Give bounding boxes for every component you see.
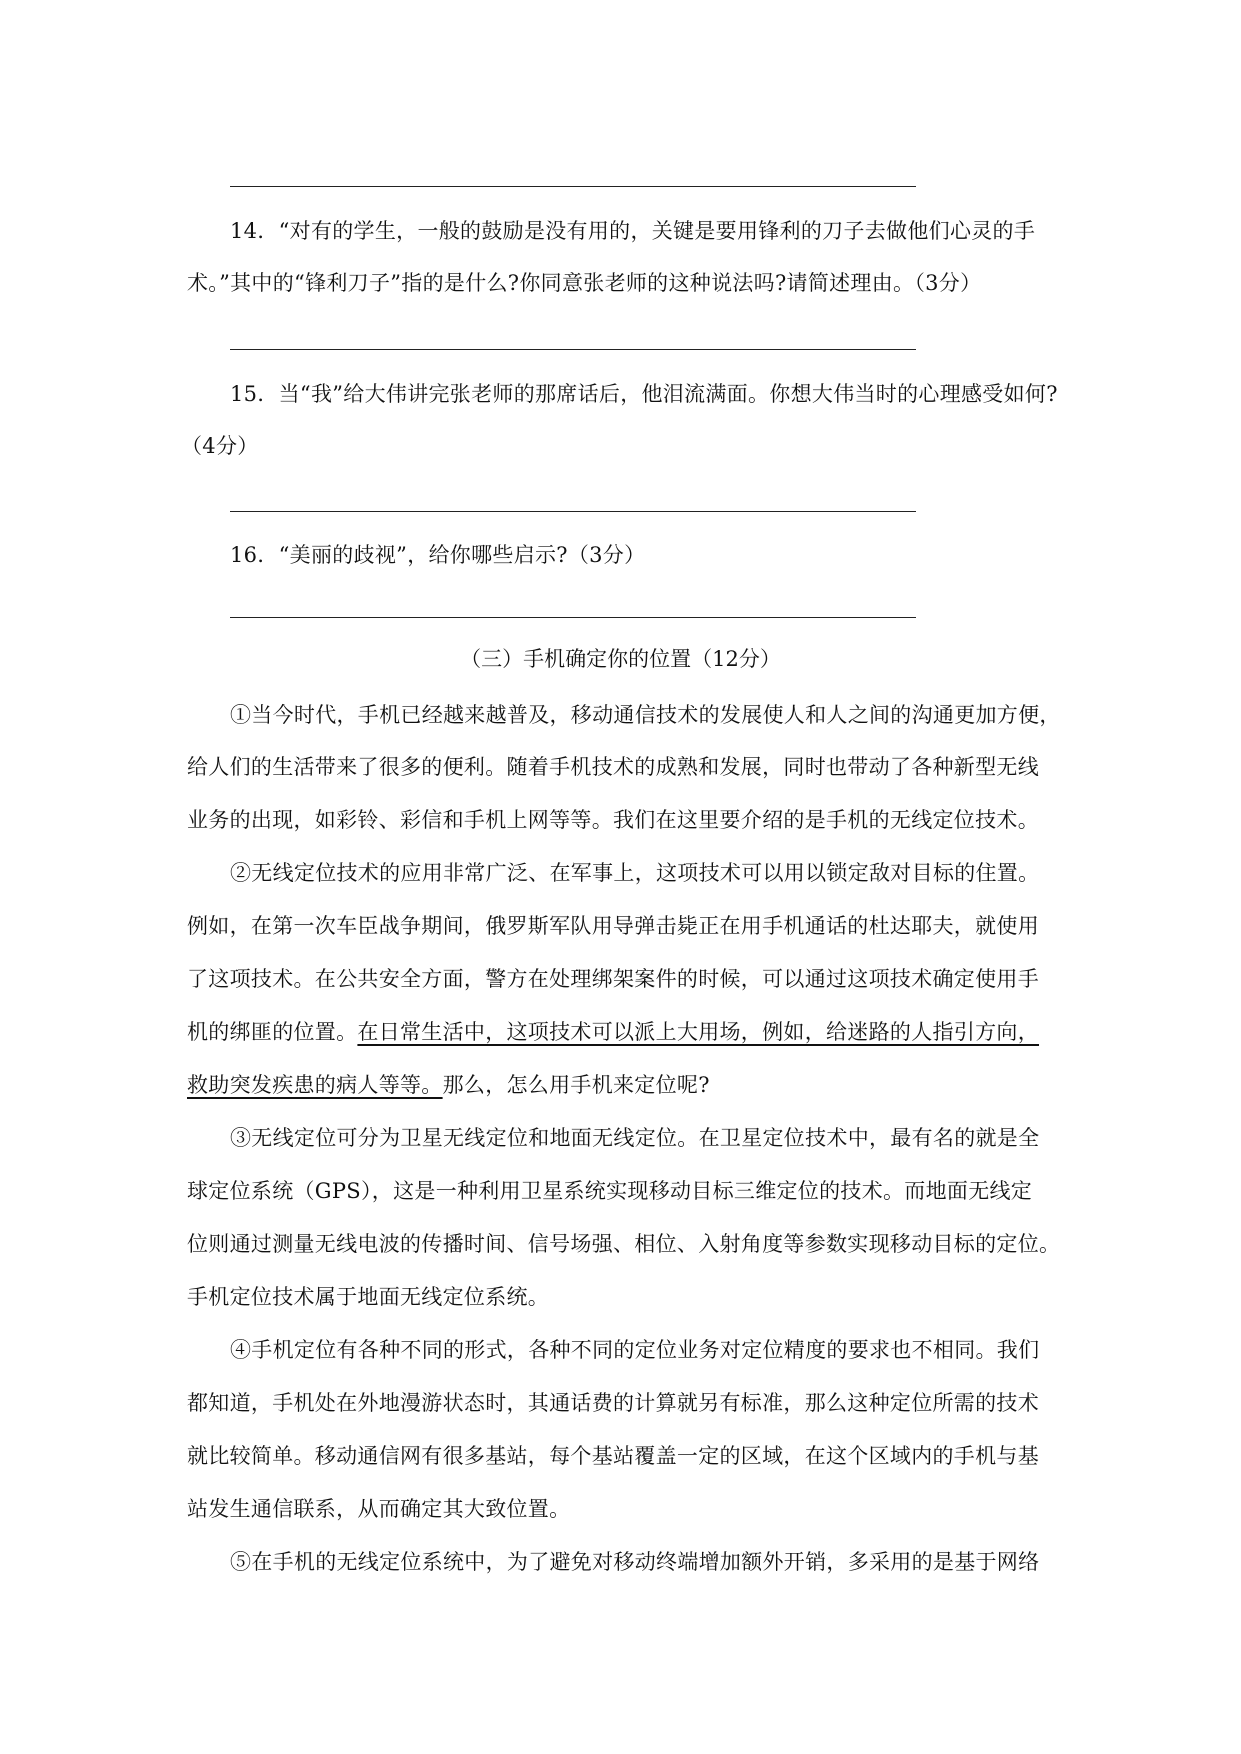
p3-line-2: 球定位系统（GPS），这是一种利用卫星系统实现移动目标三维定位的技术。而地面无线定 bbox=[187, 1179, 1033, 1203]
p3-line-4: 手机定位技术属于地面无线定位系统。 bbox=[187, 1285, 550, 1309]
p2-line-3: 了这项技术。在公共安全方面，警方在处理绑架案件的时候，可以通过这项技术确定使用手 bbox=[187, 967, 1039, 991]
answer-line-13 bbox=[230, 186, 916, 187]
question-14-line-1: 14．“对有的学生，一般的鼓励是没有用的，关键是要用锋利的刀子去做他们心灵的手 bbox=[230, 219, 1036, 243]
p5-line-1: ⑤在手机的无线定位系统中，为了避免对移动终端增加额外开销，多采用的是基于网络 bbox=[230, 1550, 1040, 1574]
p3-line-1: ③无线定位可分为卫星无线定位和地面无线定位。在卫星定位技术中，最有名的就是全 bbox=[230, 1126, 1040, 1150]
p2-underlined-sentence-part-1: 在日常生活中，这项技术可以派上大用场，例如，给迷路的人指引方向， bbox=[357, 1020, 1040, 1044]
p4-line-4: 站发生通信联系，从而确定其大致位置。 bbox=[187, 1497, 571, 1521]
p4-line-2: 都知道，手机处在外地漫游状态时，其通话费的计算就另有标准，那么这种定位所需的技术 bbox=[187, 1391, 1039, 1415]
p1-line-3: 业务的出现，如彩铃、彩信和手机上网等等。我们在这里要介绍的是手机的无线定位技术。 bbox=[187, 808, 1039, 832]
p2-line-4-plain: 机的绑匪的位置。 bbox=[187, 1020, 358, 1044]
question-15-line-1: 15．当“我”给大伟讲完张老师的那席话后，他泪流满面。你想大伟当时的心理感受如何? bbox=[230, 382, 1058, 406]
p2-line-5-plain: 那么，怎么用手机来定位呢? bbox=[442, 1073, 710, 1097]
p1-line-1: ①当今时代，手机已经越来越普及，移动通信技术的发展使人和人之间的沟通更加方便， bbox=[230, 703, 1061, 727]
answer-line-15 bbox=[230, 511, 916, 512]
p1-line-2: 给人们的生活带来了很多的便利。随着手机技术的成熟和发展，同时也带动了各种新型无线 bbox=[187, 755, 1039, 779]
answer-line-16 bbox=[230, 617, 916, 618]
question-14-line-2: 术。”其中的“锋利刀子”指的是什么?你同意张老师的这种说法吗?请简述理由。（3分） bbox=[187, 271, 982, 295]
p4-line-3: 就比较简单。移动通信网有很多基站，每个基站覆盖一定的区域，在这个区域内的手机与基 bbox=[187, 1444, 1039, 1468]
question-16-line-1: 16．“美丽的歧视”，给你哪些启示?（3分） bbox=[230, 543, 646, 567]
p3-line-3: 位则通过测量无线电波的传播时间、信号场强、相位、入射角度等参数实现移动目标的定位。 bbox=[187, 1232, 1061, 1256]
p2-underlined-sentence-part-2: 救助突发疾患的病人等等。 bbox=[187, 1073, 443, 1097]
p2-line-2: 例如，在第一次车臣战争期间，俄罗斯军队用导弹击毙正在用手机通话的杜达耶夫，就使用 bbox=[187, 914, 1039, 938]
answer-line-14 bbox=[230, 349, 916, 350]
p4-line-1: ④手机定位有各种不同的形式，各种不同的定位业务对定位精度的要求也不相同。我们 bbox=[230, 1338, 1040, 1362]
p2-line-1: ②无线定位技术的应用非常广泛、在军事上，这项技术可以用以锁定敌对目标的住置。 bbox=[230, 861, 1040, 885]
section-title: （三）手机确定你的位置（12分） bbox=[460, 647, 781, 671]
question-15-line-2: （4分） bbox=[181, 434, 259, 458]
p2-line-4 bbox=[187, 1017, 1039, 1047]
p2-line-5 bbox=[187, 1070, 710, 1100]
